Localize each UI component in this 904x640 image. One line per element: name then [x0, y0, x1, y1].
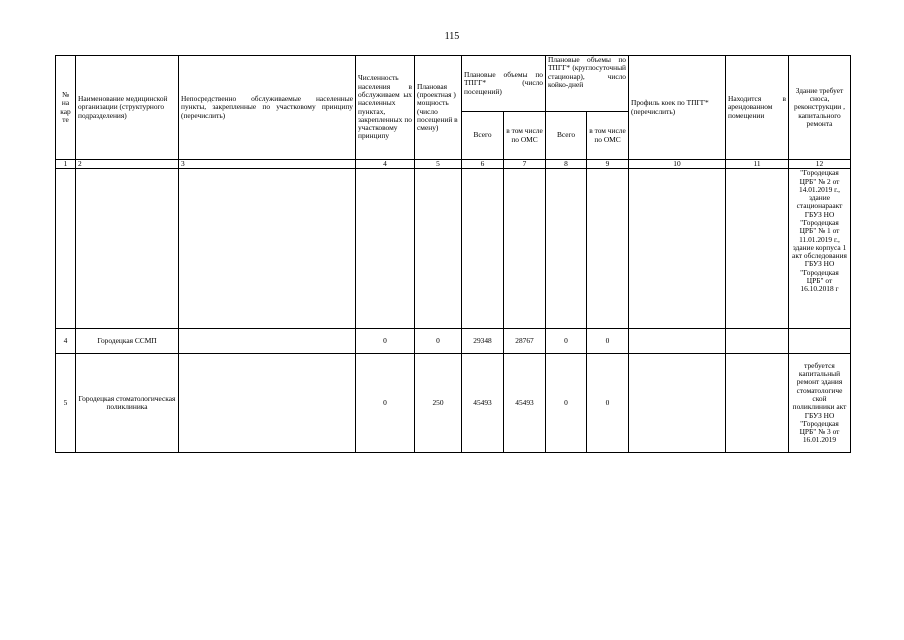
cell-card-number: 4 — [56, 329, 76, 354]
cell-visits-total — [462, 169, 504, 329]
header-bed-profile: Профиль коек по ТПГГ* (перечислить) — [629, 56, 726, 160]
header-visits-total: Всего — [462, 112, 504, 160]
column-number: 10 — [629, 160, 726, 169]
cell-planned-capacity: 250 — [415, 354, 462, 453]
header-planned-capacity: Плановая (проектная ) мощность (число посещений в смену) — [415, 56, 462, 160]
cell-bed-profile — [629, 329, 726, 354]
header-population: Численность населения в обслуживаем ых населенных пунктах, закрепленных по участковому принципу — [356, 56, 415, 160]
table-row — [56, 329, 851, 354]
cell-beds-total: 0 — [546, 329, 587, 354]
cell-planned-capacity — [415, 169, 462, 329]
cell-rented-premises — [726, 354, 789, 453]
header-beds-oms: в том числе по ОМС — [587, 112, 629, 160]
cell-visits-oms — [504, 169, 546, 329]
cell-organization-name: Городецкая стоматологическая поликлиника — [76, 354, 179, 453]
header-row — [56, 56, 851, 112]
column-number: 1 — [56, 160, 76, 169]
cell-building-condition — [789, 329, 851, 354]
cell-bed-profile — [629, 354, 726, 453]
cell-organization-name: Городецкая ССМП — [76, 329, 179, 354]
cell-beds-oms: 0 — [587, 329, 629, 354]
header-settlements: Непосредственно обслуживаемые населенные пункты, закрепленные по участковому принципу (перечислить) — [179, 56, 356, 160]
cell-building-condition: "Городецкая ЦРБ" № 2 от 14.01.2019 г., здание стационараакт ГБУЗ НО "Городецкая ЦРБ" № 1 от 11.01.2019 г., здание корпуса 1 акт обследования ГБУЗ НО "Городецкая ЦРБ" от 16.10.2018 г — [789, 169, 851, 329]
cell-visits-oms: 28767 — [504, 329, 546, 354]
column-numbers-row — [56, 160, 851, 169]
healthcare-facilities-table — [55, 55, 851, 453]
header-beds-total: Всего — [546, 112, 587, 160]
cell-visits-total: 29348 — [462, 329, 504, 354]
cell-building-condition: требуется капитальный ремонт здания стоматологиче ской поликлиники акт ГБУЗ НО "Городецкая ЦРБ" № 3 от 16.01.2019 — [789, 354, 851, 453]
cell-card-number: 5 — [56, 354, 76, 453]
column-number: 9 — [587, 160, 629, 169]
header-rented-premises: Находится в арендованном помещении — [726, 56, 789, 160]
header-organization-name: Наименование медицинской организации (структурного подразделения) — [76, 56, 179, 160]
column-number: 6 — [462, 160, 504, 169]
column-number: 3 — [179, 160, 356, 169]
cell-beds-oms: 0 — [587, 354, 629, 453]
header-building-condition: Здание требует сноса, реконструкции , капитального ремонта — [789, 56, 851, 160]
column-number: 11 — [726, 160, 789, 169]
cell-card-number — [56, 169, 76, 329]
column-number: 2 — [76, 160, 179, 169]
cell-visits-total: 45493 — [462, 354, 504, 453]
column-number: 12 — [789, 160, 851, 169]
column-number: 5 — [415, 160, 462, 169]
cell-population — [356, 169, 415, 329]
page-number: 115 — [444, 31, 460, 42]
cell-beds-oms — [587, 169, 629, 329]
cell-visits-oms: 45493 — [504, 354, 546, 453]
cell-organization-name — [76, 169, 179, 329]
column-number: 8 — [546, 160, 587, 169]
header-planned-visits: Плановые объемы по ТПГГ* (число посещений) — [462, 56, 546, 112]
table-row — [56, 169, 851, 329]
cell-settlements — [179, 169, 356, 329]
cell-bed-profile — [629, 169, 726, 329]
cell-settlements — [179, 329, 356, 354]
cell-settlements — [179, 354, 356, 453]
cell-population: 0 — [356, 329, 415, 354]
header-planned-bed-days: Плановые объемы по ТПГГ* (круглосуточный стационар), число койко-дней — [546, 56, 629, 112]
cell-planned-capacity: 0 — [415, 329, 462, 354]
cell-rented-premises — [726, 329, 789, 354]
cell-beds-total — [546, 169, 587, 329]
cell-beds-total: 0 — [546, 354, 587, 453]
cell-rented-premises — [726, 169, 789, 329]
table-row — [56, 354, 851, 453]
column-number: 7 — [504, 160, 546, 169]
header-visits-oms: в том числе по ОМС — [504, 112, 546, 160]
header-card-number: № на кар те — [56, 56, 76, 160]
cell-population: 0 — [356, 354, 415, 453]
column-number: 4 — [356, 160, 415, 169]
